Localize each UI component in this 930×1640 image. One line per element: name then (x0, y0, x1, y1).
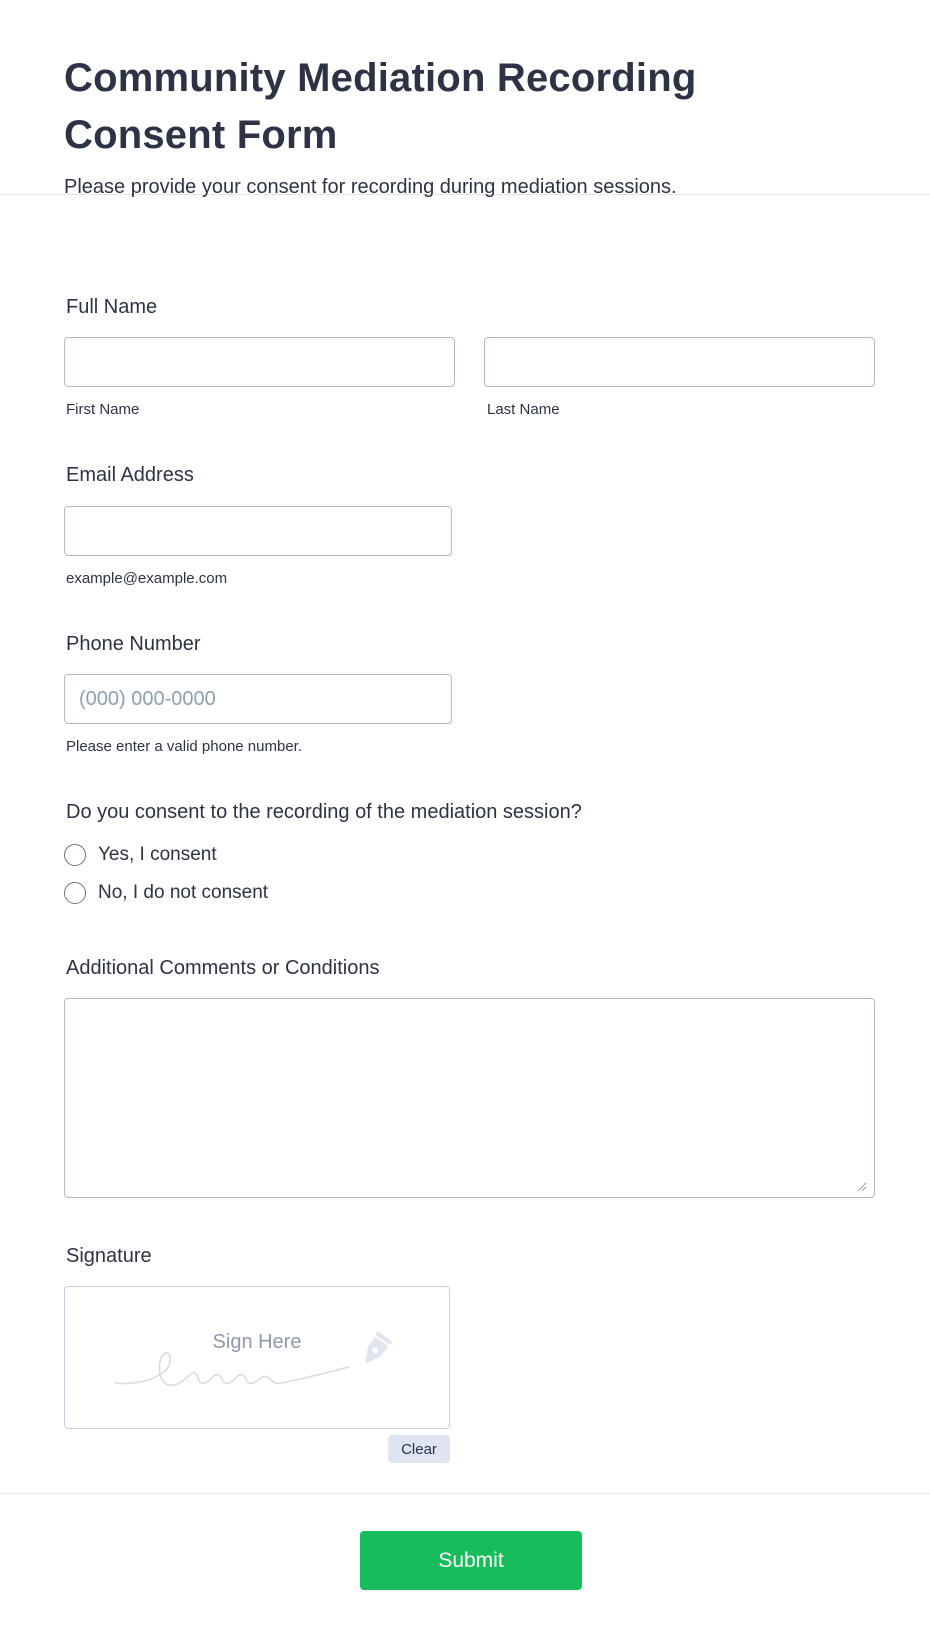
page-subtitle: Please provide your consent for recording during mediation sessions. (64, 176, 677, 198)
signature-placeholder: Sign Here (212, 1331, 302, 1353)
submit-button[interactable]: Submit (360, 1531, 582, 1590)
first-name-input[interactable] (64, 337, 455, 387)
consent-option-yes[interactable] (64, 844, 217, 866)
form-header (0, 0, 930, 198)
last-name-input[interactable] (484, 337, 875, 387)
clear-signature-button[interactable]: Clear (388, 1435, 450, 1463)
last-name-sublabel: Last Name (487, 401, 560, 418)
email-sublabel: example@example.com (66, 570, 228, 587)
pen-nib-icon (351, 1329, 397, 1375)
email-input[interactable] (64, 506, 452, 556)
phone-input[interactable] (64, 674, 452, 724)
signature-label: Signature (66, 1245, 152, 1267)
consent-option-no-label: No, I do not consent (98, 882, 269, 903)
full-name-label: Full Name (66, 296, 158, 318)
radio-button[interactable] (64, 844, 86, 866)
consent-question: Do you consent to the recording of the mediation session? (66, 801, 582, 823)
consent-option-no[interactable] (64, 882, 268, 904)
footer-divider (0, 1493, 930, 1494)
phone-sublabel: Please enter a valid phone number. (66, 738, 302, 755)
resize-grip-icon[interactable] (857, 1182, 867, 1192)
comments-label: Additional Comments or Conditions (66, 957, 380, 979)
comments-textarea[interactable] (64, 998, 875, 1198)
radio-button[interactable] (64, 882, 86, 904)
first-name-sublabel: First Name (66, 401, 140, 418)
signature-pad[interactable] (64, 1286, 450, 1429)
consent-option-yes-label: Yes, I consent (98, 844, 217, 865)
email-label: Email Address (66, 464, 194, 486)
page-title: Community Mediation Recording Consent Form (64, 56, 697, 157)
phone-label: Phone Number (66, 633, 201, 655)
